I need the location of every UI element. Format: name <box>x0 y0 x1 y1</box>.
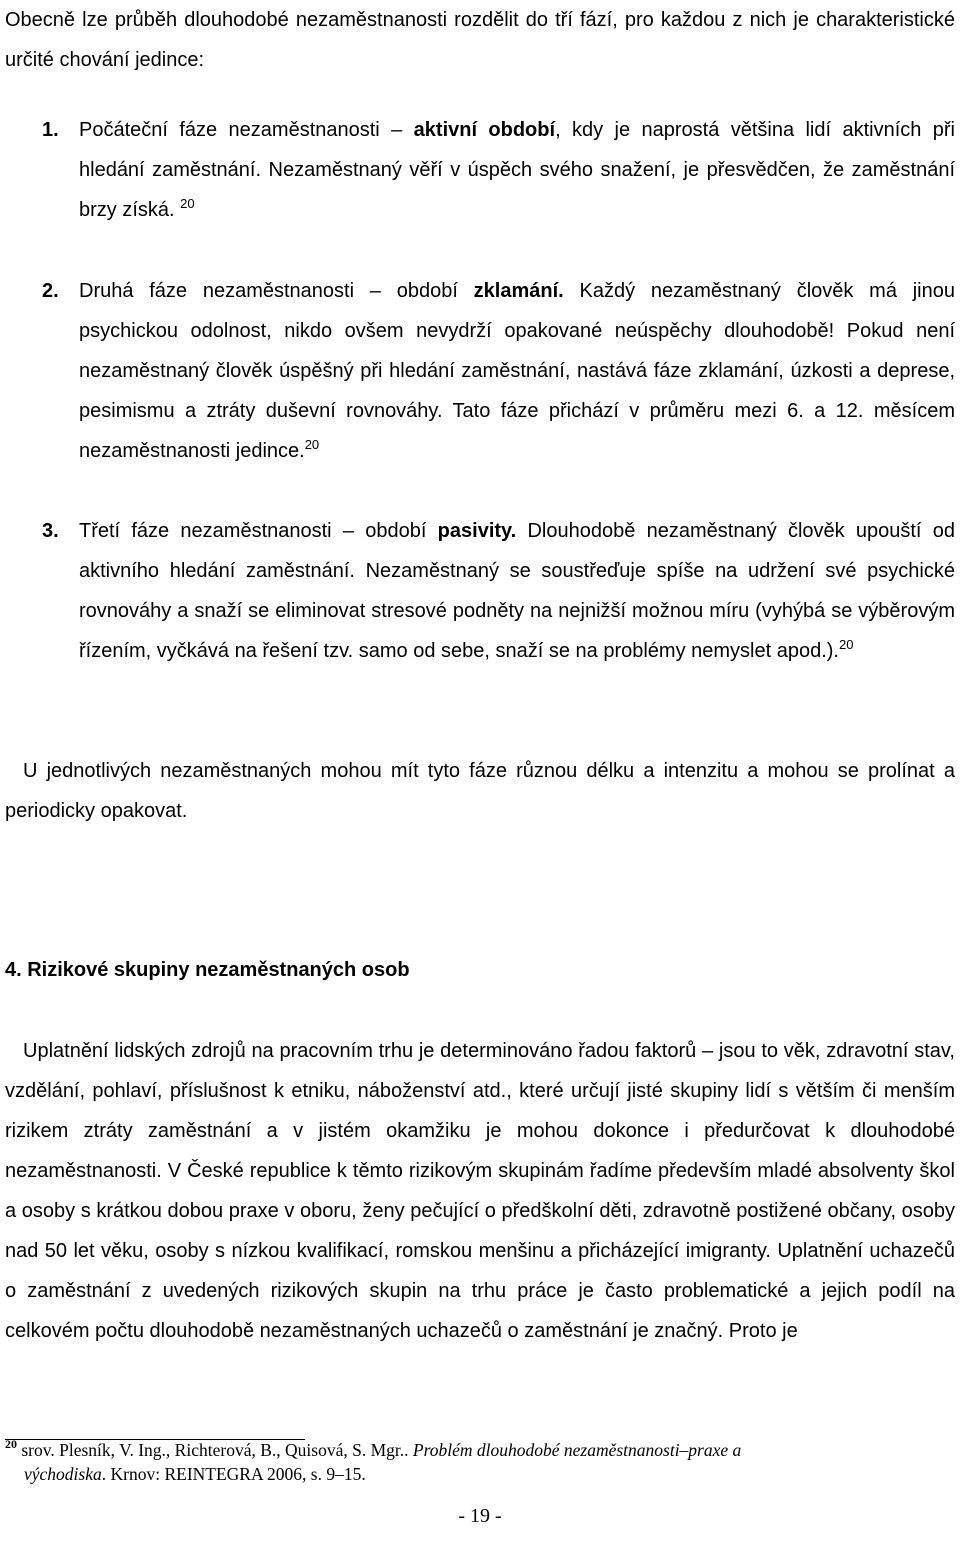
intro-paragraph: Obecně lze průběh dlouhodobé nezaměstnanosti rozdělit do tří fází, pro každou z nich je charakteristické určité chování jedince: <box>5 9 955 71</box>
phase-1-lead: Počáteční fáze nezaměstnanosti – <box>79 119 414 141</box>
section-heading: 4. Rizikové skupiny nezaměstnaných osob <box>5 959 410 981</box>
phase-3-bold: pasivity. <box>437 520 517 542</box>
phase-2-bold: zklamání. <box>473 280 564 302</box>
footnote-title-2: východiska <box>24 1464 102 1484</box>
phase-1-number: 1. <box>42 119 59 141</box>
page-number: - 19 - <box>458 1505 502 1527</box>
phase-3-lead: Třetí fáze nezaměstnanosti – období <box>79 520 438 542</box>
footnote <box>5 1438 955 1486</box>
footnote-number: 20 <box>5 1437 17 1451</box>
footnote-before: srov. Plesník, V. Ing., Richterová, B., Quisová, S. Mgr.. <box>17 1440 413 1460</box>
phase-2-text <box>79 271 955 471</box>
phase-1-bold: aktivní období <box>413 119 556 141</box>
phase-2-ref: 20 <box>304 437 320 452</box>
phase-3-rest: Dlouhodobě nezaměstnaný člověk upouští od aktivního hledání zaměstnání. Nezaměstnaný se soustřeďuje spíše na udržení své psychické rovnováhy a snaží se eliminovat stresové podněty na nejnižší možnou míru (vyhýbá se výběrovým řízením, vyčkává na řešení tzv. samo od sebe, snaží se na problémy nemyslet apod.). <box>79 520 955 662</box>
phase-2-rest: Každý nezaměstnaný člověk má jinou psychickou odolnost, nikdo ovšem nevydrží opakované neúspěchy dlouhodobě! Pokud není nezaměstnaný člověk úspěšný při hledání zaměstnání, nastává fáze zklamání, úzkosti a deprese, pesimismu a ztráty duševní rovnováhy. Tato fáze přichází v průměru mezi 6. a 12. měsícem nezaměstnanosti jedince. <box>79 280 955 462</box>
phase-1-rest: , kdy je naprostá většina lidí aktivních při hledání zaměstnání. Nezaměstnaný věří v úspěch svého snažení, je přesvědčen, že zaměstnání brzy získá. <box>79 119 955 221</box>
phase-1-text <box>79 110 955 230</box>
closing-paragraph: U jednotlivých nezaměstnaných mohou mít tyto fáze různou délku a intenzitu a mohou se prolínat a periodicky opakovat. <box>5 760 955 822</box>
footnote-title-1: Problém dlouhodobé nezaměstnanosti–praxe a <box>412 1440 742 1460</box>
phase-2-number: 2. <box>42 280 59 302</box>
phase-3-ref: 20 <box>838 637 854 652</box>
phase-3-text <box>79 511 955 671</box>
section-paragraph: Uplatnění lidských zdrojů na pracovním trhu je determinováno řadou faktorů – jsou to věk, zdravotní stav, vzdělání, pohlaví, příslušnost k etniku, náboženství atd., které určují jisté skupiny lidí s větším či menším rizikem ztráty zaměstnání a v jistém okamžiku je mohou dokonce i předurčovat k dlouhodobé nezaměstnanosti. V České republice k těmto rizikovým skupinám řadíme především mladé absolventy škol a osoby s krátkou dobou praxe v oboru, ženy pečující o předškolní děti, zdravotně postižené občany, osoby nad 50 let věku, osoby s nízkou kvalifikací, romskou menšinu a přicházející imigranty. Uplatnění uchazečů o zaměstnání z uvedených rizikových skupin na trhu práce je často problematické a jejich podíl na celkovém počtu dlouhodobě nezaměstnaných uchazečů o zaměstnání je značný. Proto je <box>5 1040 955 1342</box>
phase-3-number: 3. <box>42 520 59 542</box>
phase-2-lead: Druhá fáze nezaměstnanosti – období <box>79 280 474 302</box>
footnote-after: . Krnov: REINTEGRA 2006, s. 9–15. <box>101 1464 366 1484</box>
phase-1-ref: 20 <box>180 196 195 211</box>
